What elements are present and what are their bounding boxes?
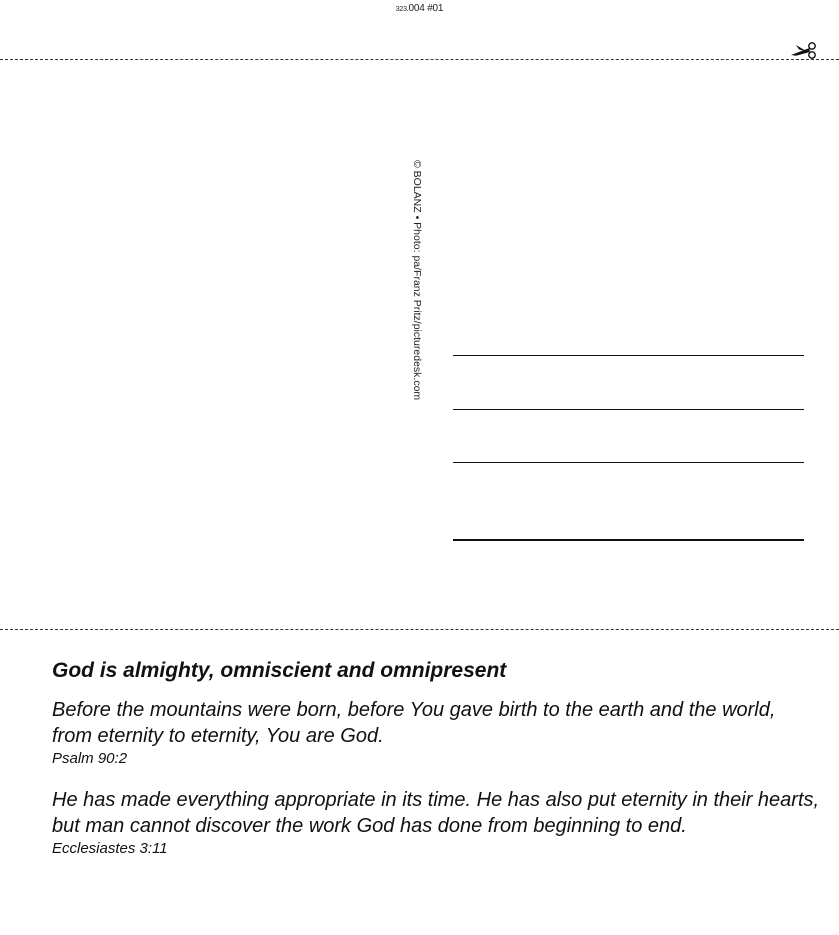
print-code-main: 004 #01 bbox=[408, 3, 444, 14]
verse-1-line-2: from eternity to eternity, You are God. bbox=[52, 725, 384, 747]
scissors-icon bbox=[788, 40, 818, 62]
bottom-cut-line bbox=[0, 629, 839, 630]
verse-section bbox=[52, 657, 822, 877]
verse-1-line-1: Before the mountains were born, before You gave birth to the earth and the world, bbox=[52, 699, 776, 721]
top-cut-line bbox=[0, 59, 839, 60]
address-line bbox=[453, 539, 804, 541]
address-line bbox=[453, 462, 804, 463]
address-line bbox=[453, 355, 804, 356]
verse-2-line-1: He has made everything appropriate in its time. He has also put eternity in their hearts, bbox=[52, 789, 820, 811]
print-code bbox=[0, 3, 839, 14]
section-heading: God is almighty, omniscient and omnipresent bbox=[52, 659, 507, 682]
verse-2-line-2: but man cannot discover the work God has done from beginning to end. bbox=[52, 815, 687, 837]
verse-1-reference: Psalm 90:2 bbox=[52, 750, 128, 767]
address-line bbox=[453, 409, 804, 410]
photo-credit: © BOLANZ • Photo: pa/Franz Pritz/picturedesk.com bbox=[411, 160, 423, 401]
print-code-prefix: 323. bbox=[395, 6, 409, 13]
verse-2-reference: Ecclesiastes 3:11 bbox=[52, 840, 168, 857]
